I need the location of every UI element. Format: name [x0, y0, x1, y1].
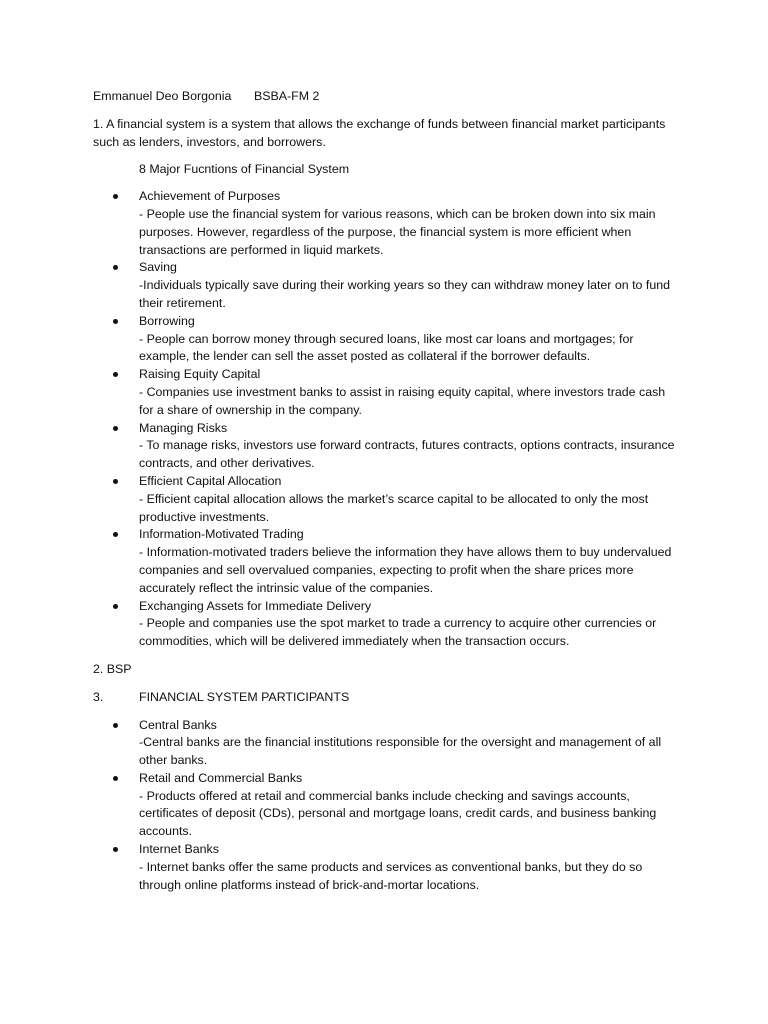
author-name: Emmanuel Deo Borgonia [93, 89, 232, 103]
question-3-heading: FINANCIAL SYSTEM PARTICIPANTS [139, 689, 350, 704]
participants-list [93, 717, 683, 895]
question-2-text: 2. BSP [93, 661, 132, 676]
function-description: - To manage risks, investors use forward contracts, futures contracts, options contracts, insurance contracts, and other derivatives. [139, 438, 675, 471]
function-description: -Individuals typically save during their working years so they can withdraw money later on to fund their retirement. [139, 278, 670, 310]
participant-description: -Central banks are the financial institutions responsible for the oversight and management of all other banks. [139, 735, 662, 768]
question-1-text: 1. A financial system is a system that allows the exchange of funds between financial market participants such as lenders, investors, and borrowers. [93, 116, 666, 149]
list-item [139, 259, 683, 312]
bullet-icon [113, 319, 118, 324]
participant-title: Internet Banks [139, 842, 219, 857]
list-item [139, 313, 683, 366]
list-item [139, 717, 683, 770]
question-3-heading-row [93, 689, 683, 707]
participant-title: Retail and Commercial Banks [139, 770, 303, 785]
question-3-number: 3. [93, 689, 104, 704]
bullet-icon [113, 604, 118, 609]
function-description: - People use the financial system for various reasons, which can be broken down into six main purposes. However, regardless of the purpose, the financial system is more efficient when transactions are performed in liquid markets. [139, 206, 656, 257]
function-title: Efficient Capital Allocation [139, 473, 282, 488]
function-title: Managing Risks [139, 420, 228, 435]
document-header [93, 88, 683, 106]
function-description: - People can borrow money through secured loans, like most car loans and mortgages; for example, the lender can sell the asset posted as collateral if the borrower defaults. [139, 331, 634, 364]
list-item [139, 473, 683, 526]
functions-subheading: 8 Major Fucntions of Financial System [139, 162, 350, 177]
function-title: Saving [139, 260, 177, 275]
bullet-icon [113, 847, 118, 852]
function-description: - People and companies use the spot market to trade a currency to acquire other currencies or commodities, which will be delivered immediately when the transaction occurs. [139, 616, 657, 649]
bullet-icon [113, 372, 118, 377]
participant-description: - Internet banks offer the same products and services as conventional banks, but they do so through online platforms instead of brick-and-mortar locations. [139, 859, 643, 892]
document-body [93, 88, 683, 904]
function-title: Raising Equity Capital [139, 367, 261, 382]
list-item [139, 188, 683, 259]
bullet-icon [113, 479, 118, 484]
list-item [139, 841, 683, 894]
participant-title: Central Banks [139, 717, 217, 732]
bullet-icon [113, 426, 118, 431]
function-description: - Information-motivated traders believe the information they have allows them to buy undervalued companies and sell overvalued companies, expecting to profit when the share prices more accurately reflect the intrinsic value of the companies. [139, 545, 672, 595]
bullet-icon [113, 776, 118, 781]
list-item [139, 420, 683, 473]
list-item [139, 526, 683, 597]
function-title: Borrowing [139, 313, 195, 328]
list-item [139, 366, 683, 419]
function-title: Exchanging Assets for Immediate Delivery [139, 598, 372, 613]
participant-description: - Products offered at retail and commercial banks include checking and savings accounts, certificates of deposit (CDs), personal and mortgage loans, credit cards, and business banking accounts. [139, 788, 657, 839]
function-description: - Companies use investment banks to assist in raising equity capital, where investors trade cash for a share of ownership in the company. [139, 384, 666, 417]
course-code: BSBA-FM 2 [254, 89, 320, 103]
functions-list [93, 188, 683, 651]
function-title: Achievement of Purposes [139, 189, 281, 204]
bullet-icon [113, 265, 118, 270]
bullet-icon [113, 194, 118, 199]
bullet-icon [113, 723, 118, 728]
function-description: - Efficient capital allocation allows the market’s scarce capital to be allocated to only the most productive investments. [139, 491, 649, 524]
list-item [139, 598, 683, 651]
bullet-icon [113, 532, 118, 537]
list-item [139, 770, 683, 841]
function-title: Information-Motivated Trading [139, 527, 304, 542]
